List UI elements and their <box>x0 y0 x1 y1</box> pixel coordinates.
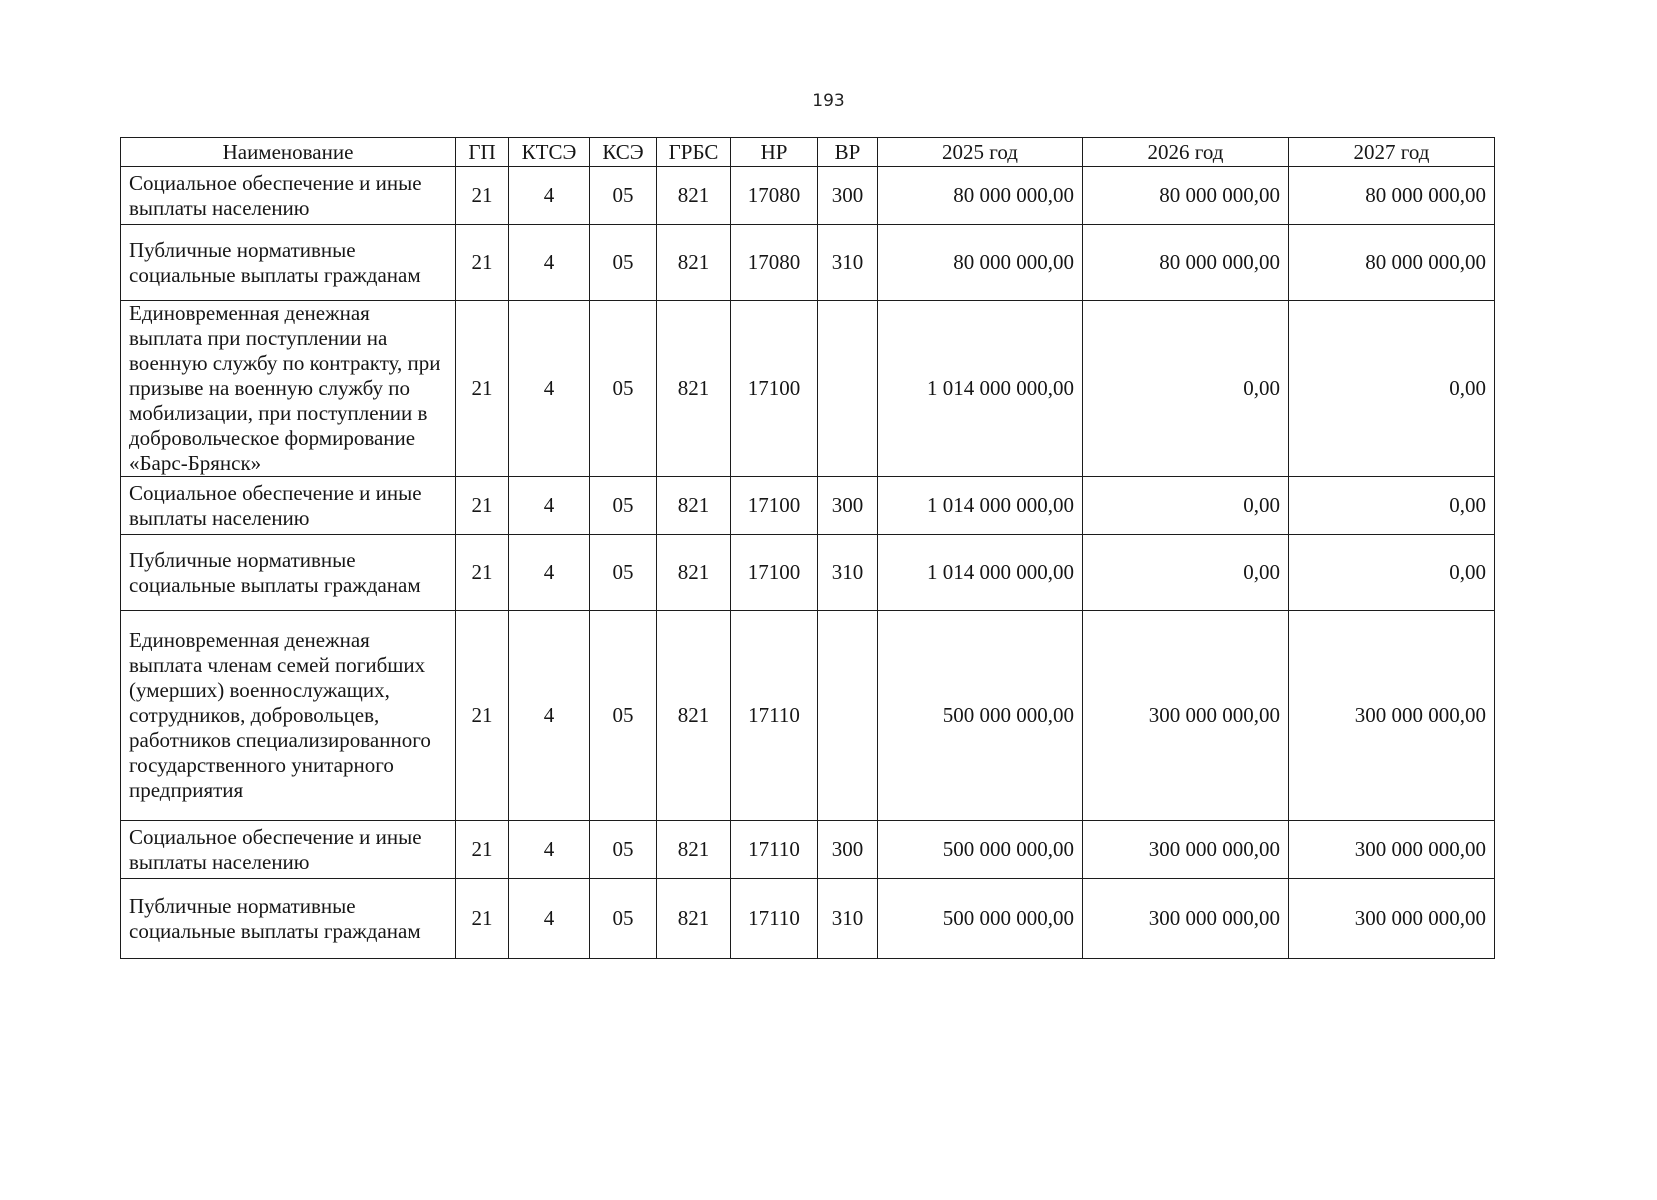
table-body <box>121 167 1495 959</box>
cell-name: Публичные нормативные социальные выплаты гражданам <box>121 879 456 959</box>
cell-2025: 1 014 000 000,00 <box>878 301 1083 477</box>
cell-gp: 21 <box>456 301 509 477</box>
cell-2026: 0,00 <box>1083 301 1289 477</box>
cell-gp: 21 <box>456 879 509 959</box>
cell-vr: 300 <box>818 167 878 225</box>
cell-gp: 21 <box>456 535 509 611</box>
cell-kse: 05 <box>590 611 657 821</box>
cell-nr: 17110 <box>731 611 818 821</box>
table-row <box>121 535 1495 611</box>
cell-kse: 05 <box>590 821 657 879</box>
cell-grbs: 821 <box>657 167 731 225</box>
cell-vr: 300 <box>818 821 878 879</box>
cell-name: Социальное обеспечение и иные выплаты населению <box>121 477 456 535</box>
cell-ktse: 4 <box>509 477 590 535</box>
cell-nr: 17110 <box>731 879 818 959</box>
cell-2025: 500 000 000,00 <box>878 611 1083 821</box>
page-number: 193 <box>812 91 845 111</box>
cell-vr: 300 <box>818 477 878 535</box>
cell-grbs: 821 <box>657 301 731 477</box>
header-vr: ВР <box>818 138 878 167</box>
table-row <box>121 611 1495 821</box>
cell-ktse: 4 <box>509 611 590 821</box>
cell-vr <box>818 611 878 821</box>
cell-ktse: 4 <box>509 301 590 477</box>
table-row <box>121 821 1495 879</box>
cell-name: Социальное обеспечение и иные выплаты населению <box>121 167 456 225</box>
cell-kse: 05 <box>590 879 657 959</box>
cell-2026: 300 000 000,00 <box>1083 879 1289 959</box>
cell-grbs: 821 <box>657 477 731 535</box>
cell-2027: 0,00 <box>1289 301 1495 477</box>
cell-name: Социальное обеспечение и иные выплаты населению <box>121 821 456 879</box>
cell-gp: 21 <box>456 821 509 879</box>
cell-name: Единовременная денежная выплата при поступлении на военную службу по контракту, при призыве на военную службу по мобилизации, при поступлении в добровольческое формирование «Барс-Брянск» <box>121 301 456 477</box>
header-gp: ГП <box>456 138 509 167</box>
table-row <box>121 477 1495 535</box>
header-ktse: КТСЭ <box>509 138 590 167</box>
cell-gp: 21 <box>456 167 509 225</box>
header-2027: 2027 год <box>1289 138 1495 167</box>
cell-2027: 0,00 <box>1289 535 1495 611</box>
budget-table <box>120 137 1495 959</box>
cell-2027: 80 000 000,00 <box>1289 225 1495 301</box>
cell-ktse: 4 <box>509 879 590 959</box>
cell-2026: 80 000 000,00 <box>1083 225 1289 301</box>
cell-nr: 17080 <box>731 167 818 225</box>
cell-2026: 0,00 <box>1083 477 1289 535</box>
cell-2026: 80 000 000,00 <box>1083 167 1289 225</box>
cell-nr: 17100 <box>731 301 818 477</box>
cell-2026: 300 000 000,00 <box>1083 821 1289 879</box>
cell-2027: 300 000 000,00 <box>1289 611 1495 821</box>
header-nr: НР <box>731 138 818 167</box>
cell-2027: 300 000 000,00 <box>1289 821 1495 879</box>
header-row <box>121 138 1495 167</box>
header-2026: 2026 год <box>1083 138 1289 167</box>
cell-vr <box>818 301 878 477</box>
cell-kse: 05 <box>590 535 657 611</box>
cell-2025: 1 014 000 000,00 <box>878 477 1083 535</box>
cell-nr: 17080 <box>731 225 818 301</box>
cell-kse: 05 <box>590 477 657 535</box>
cell-grbs: 821 <box>657 611 731 821</box>
cell-gp: 21 <box>456 477 509 535</box>
cell-nr: 17110 <box>731 821 818 879</box>
cell-ktse: 4 <box>509 167 590 225</box>
cell-ktse: 4 <box>509 821 590 879</box>
cell-2027: 80 000 000,00 <box>1289 167 1495 225</box>
cell-2027: 300 000 000,00 <box>1289 879 1495 959</box>
table-row <box>121 167 1495 225</box>
table-row <box>121 879 1495 959</box>
cell-name: Единовременная денежная выплата членам семей погибших (умерших) военнослужащих, сотрудников, добровольцев, работников специализированного государственного унитарного предприятия <box>121 611 456 821</box>
cell-grbs: 821 <box>657 535 731 611</box>
cell-gp: 21 <box>456 225 509 301</box>
cell-nr: 17100 <box>731 535 818 611</box>
table-row <box>121 301 1495 477</box>
cell-2025: 500 000 000,00 <box>878 879 1083 959</box>
table-row <box>121 225 1495 301</box>
cell-ktse: 4 <box>509 225 590 301</box>
cell-grbs: 821 <box>657 821 731 879</box>
table-header <box>121 138 1495 167</box>
cell-2026: 0,00 <box>1083 535 1289 611</box>
header-kse: КСЭ <box>590 138 657 167</box>
cell-2026: 300 000 000,00 <box>1083 611 1289 821</box>
cell-2025: 80 000 000,00 <box>878 167 1083 225</box>
header-grbs: ГРБС <box>657 138 731 167</box>
cell-grbs: 821 <box>657 879 731 959</box>
cell-vr: 310 <box>818 879 878 959</box>
cell-vr: 310 <box>818 535 878 611</box>
header-2025: 2025 год <box>878 138 1083 167</box>
cell-kse: 05 <box>590 167 657 225</box>
cell-kse: 05 <box>590 225 657 301</box>
header-name: Наименование <box>121 138 456 167</box>
cell-2027: 0,00 <box>1289 477 1495 535</box>
cell-name: Публичные нормативные социальные выплаты гражданам <box>121 535 456 611</box>
cell-2025: 500 000 000,00 <box>878 821 1083 879</box>
cell-vr: 310 <box>818 225 878 301</box>
cell-2025: 80 000 000,00 <box>878 225 1083 301</box>
cell-nr: 17100 <box>731 477 818 535</box>
cell-ktse: 4 <box>509 535 590 611</box>
cell-grbs: 821 <box>657 225 731 301</box>
cell-2025: 1 014 000 000,00 <box>878 535 1083 611</box>
cell-gp: 21 <box>456 611 509 821</box>
cell-name: Публичные нормативные социальные выплаты гражданам <box>121 225 456 301</box>
cell-kse: 05 <box>590 301 657 477</box>
